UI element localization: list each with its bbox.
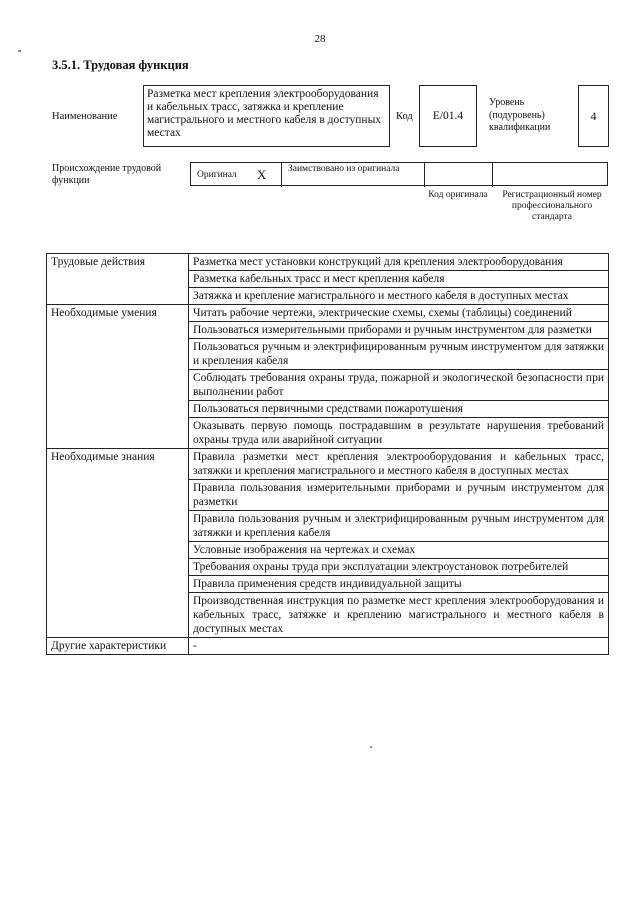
function-name-box: Разметка мест крепления электрооборудования и кабельных трасс, затяжка и крепление магистрального и местного кабеля в доступных местах bbox=[143, 85, 390, 147]
category-cell: Другие характеристики bbox=[47, 638, 189, 655]
list-item: Правила пользования ручным и электрифицированным ручным инструментом для затяжки и крепления кабеля bbox=[189, 511, 609, 542]
level-value-box: 4 bbox=[578, 85, 609, 147]
list-item: Соблюдать требования охраны труда, пожарной и экологической безопасности при выполнении работ bbox=[189, 370, 609, 401]
original-cell bbox=[191, 163, 282, 187]
table-row bbox=[47, 305, 609, 322]
category-cell: Необходимые умения bbox=[47, 305, 189, 449]
list-item: Пользоваться первичными средствами пожаротушения bbox=[189, 401, 609, 418]
list-item: Пользоваться ручным и электрифицированным ручным инструментом для затяжки и крепления кабеля bbox=[189, 339, 609, 370]
list-item: Требования охраны труда при эксплуатации электроустановок потребителей bbox=[189, 559, 609, 576]
list-item: Разметка кабельных трасс и мест крепления кабеля bbox=[189, 271, 609, 288]
list-item: - bbox=[189, 638, 609, 655]
list-item: Правила пользования измерительными приборами и ручным инструментом для разметки bbox=[189, 480, 609, 511]
original-mark: X bbox=[257, 167, 267, 182]
code-original-cell bbox=[425, 163, 493, 187]
table-row bbox=[47, 254, 609, 271]
category-cell: Необходимые знания bbox=[47, 449, 189, 638]
list-item: Условные изображения на чертежах и схемах bbox=[189, 542, 609, 559]
list-item: Затяжка и крепление магистрального и местного кабеля в доступных местах bbox=[189, 288, 609, 305]
list-item: Пользоваться измерительными приборами и ручным инструментом для разметки bbox=[189, 322, 609, 339]
list-item: Оказывать первую помощь пострадавшим в результате нарушения требований охраны труда или аварийной ситуации bbox=[189, 418, 609, 449]
code-value-box: E/01.4 bbox=[419, 85, 477, 147]
origin-row bbox=[190, 162, 608, 186]
table-row bbox=[47, 449, 609, 480]
reg-number-caption: Регистрационный номер профессионального стандарта bbox=[502, 190, 602, 222]
list-item: Производственная инструкция по разметке мест крепления электрооборудования и кабельных трасс, затяжке и креплению магистрального и местного кабеля в доступных местах bbox=[189, 593, 609, 638]
origin-label: Происхождение трудовой функции bbox=[52, 163, 162, 186]
reg-number-cell bbox=[493, 163, 609, 187]
list-item: Правила разметки мест крепления электрооборудования и кабельных трасс, затяжки и крепления магистрального и местного кабеля в доступных местах bbox=[189, 449, 609, 480]
borrowed-cell bbox=[282, 163, 425, 187]
table-row bbox=[47, 638, 609, 655]
list-item: Разметка мест установки конструкций для крепления электрооборудования bbox=[189, 254, 609, 271]
page-number: 28 bbox=[314, 33, 326, 45]
category-cell: Трудовые действия bbox=[47, 254, 189, 305]
list-item: Правила применения средств индивидуальной защиты bbox=[189, 576, 609, 593]
level-label: Уровень (подуровень) квалификации bbox=[489, 97, 551, 133]
code-original-caption: Код оригинала bbox=[428, 190, 488, 200]
labor-function-table bbox=[46, 253, 609, 655]
borrowed-label: Заимствовано из оригинала bbox=[288, 164, 400, 174]
code-label: Код bbox=[396, 111, 413, 122]
scan-dot bbox=[370, 746, 372, 748]
scan-dot bbox=[18, 50, 21, 52]
list-item: Читать рабочие чертежи, электрические схемы, схемы (таблицы) соединений bbox=[189, 305, 609, 322]
original-label: Оригинал bbox=[197, 170, 237, 180]
name-label: Наименование bbox=[52, 111, 118, 122]
section-title: 3.5.1. Трудовая функция bbox=[52, 58, 189, 72]
